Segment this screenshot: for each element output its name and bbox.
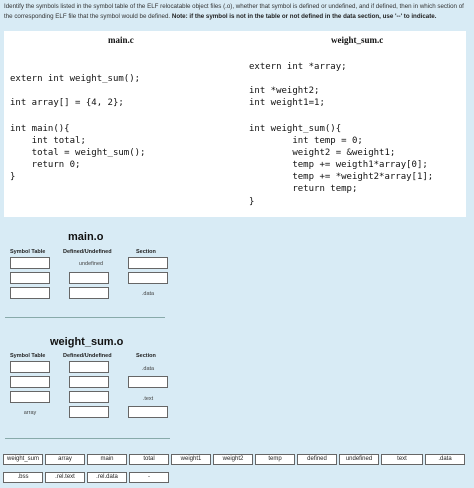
main-o-defined-drop-2[interactable] bbox=[69, 272, 109, 284]
main-o-title: main.o bbox=[68, 231, 104, 243]
weight-sum-code-line: weight2 = &weight1; bbox=[249, 148, 396, 158]
divider bbox=[5, 317, 165, 318]
main-c-title: main.c bbox=[108, 35, 134, 45]
ws-o-defined-drop-1[interactable] bbox=[69, 361, 109, 373]
answer-chip-dash[interactable]: - bbox=[129, 472, 169, 483]
main-code-line: int total; bbox=[10, 136, 86, 146]
ws-o-section-drop-2[interactable] bbox=[128, 376, 168, 388]
ws-o-section-3: .text bbox=[142, 396, 154, 402]
weight-sum-c-title: weight_sum.c bbox=[331, 35, 384, 45]
answer-chip-text[interactable]: text bbox=[381, 454, 423, 465]
col-header-symbol: Symbol Table bbox=[10, 249, 46, 255]
weight-sum-code-line: return temp; bbox=[249, 184, 358, 194]
instructions-note: Note: if the symbol is not in the table or not defined in the data section, use '--' to indicate. bbox=[171, 13, 437, 20]
answer-chip-main[interactable]: main bbox=[87, 454, 127, 465]
weight-sum-code-line: extern int *array; bbox=[249, 62, 347, 72]
weight-sum-code-line: int weight1=1; bbox=[249, 98, 325, 108]
code-panel bbox=[4, 31, 466, 217]
ws-o-symbol-drop-3[interactable] bbox=[10, 391, 50, 403]
main-code-line: int array[] = {4, 2}; bbox=[10, 98, 124, 108]
answer-chip-undefined[interactable]: undefined bbox=[339, 454, 379, 465]
ws-o-defined-drop-3[interactable] bbox=[69, 391, 109, 403]
main-o-symbol-drop-1[interactable] bbox=[10, 257, 50, 269]
col-header-section: Section bbox=[136, 249, 156, 255]
main-o-section-drop-1[interactable] bbox=[128, 257, 168, 269]
answer-chip-weight2[interactable]: weight2 bbox=[213, 454, 253, 465]
instructions-text: Identify the symbols listed in the symbol table of the ELF relocatable object files (.o), whether that symbol is defined or undefined, and if defined, then in which section of the corresponding ELF file that the symbol would be defined. bbox=[4, 3, 464, 20]
col-header-defined: Defined/Undefined bbox=[63, 353, 112, 359]
answer-chip-weight-sum[interactable]: weight_sum bbox=[3, 454, 43, 465]
ws-o-symbol-drop-2[interactable] bbox=[10, 376, 50, 388]
answer-chip-bss[interactable]: .bss bbox=[3, 472, 43, 483]
main-o-defined-drop-3[interactable] bbox=[69, 287, 109, 299]
ws-o-section-1: .data bbox=[141, 366, 155, 372]
divider bbox=[5, 438, 170, 439]
main-o-section-drop-2[interactable] bbox=[128, 272, 168, 284]
answer-chip-defined[interactable]: defined bbox=[297, 454, 337, 465]
answer-chip-array[interactable]: array bbox=[45, 454, 85, 465]
main-code-line: } bbox=[10, 172, 16, 182]
instructions bbox=[4, 2, 472, 22]
col-header-defined: Defined/Undefined bbox=[63, 249, 112, 255]
main-code-line: total = weight_sum(); bbox=[10, 148, 146, 158]
ws-o-symbol-drop-1[interactable] bbox=[10, 361, 50, 373]
main-o-defined-1: undefined bbox=[78, 261, 104, 267]
ws-o-symbol-4: array bbox=[23, 410, 37, 416]
answer-chip-rel-data[interactable]: .rel.data bbox=[87, 472, 127, 483]
ws-o-defined-drop-4[interactable] bbox=[69, 406, 109, 418]
col-header-section: Section bbox=[136, 353, 156, 359]
weight-sum-o-title: weight_sum.o bbox=[50, 336, 124, 348]
ws-o-defined-drop-2[interactable] bbox=[69, 376, 109, 388]
main-o-section-3: .data bbox=[141, 291, 155, 297]
main-code-line: extern int weight_sum(); bbox=[10, 74, 141, 84]
weight-sum-code-line: int temp = 0; bbox=[249, 136, 363, 146]
weight-sum-code-line: } bbox=[249, 197, 255, 207]
main-o-symbol-drop-2[interactable] bbox=[10, 272, 50, 284]
main-code-line: return 0; bbox=[10, 160, 81, 170]
weight-sum-code-line: int weight_sum(){ bbox=[249, 124, 342, 134]
answer-chip-temp[interactable]: temp bbox=[255, 454, 295, 465]
weight-sum-code-line: temp += weigth1*array[0]; bbox=[249, 160, 428, 170]
main-code-line: int main(){ bbox=[10, 124, 70, 134]
answer-chip-rel-text[interactable]: .rel.text bbox=[45, 472, 85, 483]
answer-chip-total[interactable]: total bbox=[129, 454, 169, 465]
weight-sum-code-line: int *weight2; bbox=[249, 86, 320, 96]
col-header-symbol: Symbol Table bbox=[10, 353, 46, 359]
main-o-symbol-drop-3[interactable] bbox=[10, 287, 50, 299]
weight-sum-code-line: temp += *weight2*array[1]; bbox=[249, 172, 434, 182]
answer-chip-data[interactable]: .data bbox=[425, 454, 465, 465]
answer-chip-weight1[interactable]: weight1 bbox=[171, 454, 211, 465]
ws-o-section-drop-4[interactable] bbox=[128, 406, 168, 418]
